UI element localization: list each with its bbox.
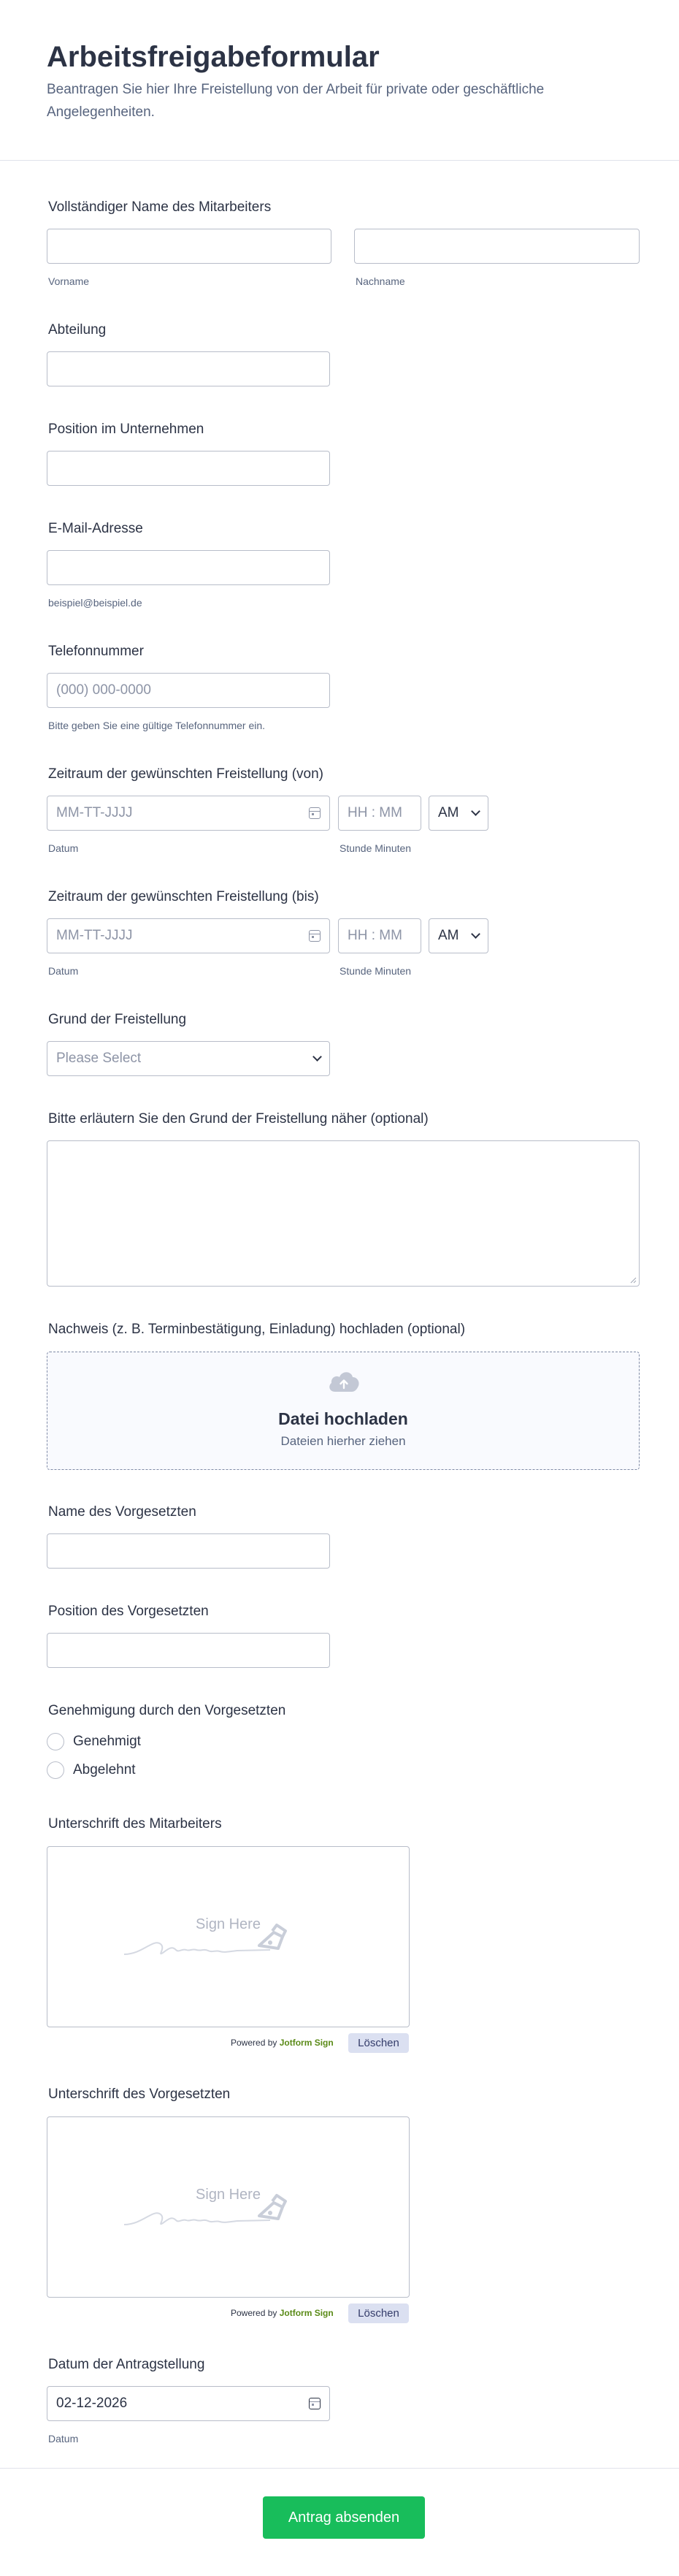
from-date-input[interactable] xyxy=(47,796,330,831)
form-title: Arbeitsfreigabeformular xyxy=(47,41,380,73)
phone-label: Telefonnummer xyxy=(48,644,144,659)
upload-label: Nachweis (z. B. Terminbestätigung, Einladung) hochladen (optional) xyxy=(48,1322,466,1337)
cloud-upload-icon xyxy=(327,1368,361,1393)
sign-here-placeholder: Sign Here xyxy=(196,2187,261,2203)
radio-genehmigt[interactable] xyxy=(47,1733,64,1750)
file-upload-dropzone[interactable] xyxy=(47,1352,640,1470)
from-ampm-value: AM xyxy=(438,805,459,820)
powered-by-jotform-sign xyxy=(231,2038,334,2048)
form-description: Beantragen Sie hier Ihre Freistellung von der Arbeit für private oder geschäftliche Angelegenheiten. xyxy=(47,82,545,120)
chevron-down-icon xyxy=(471,807,480,816)
last-name-sublabel: Nachname xyxy=(356,275,405,287)
department-input[interactable] xyxy=(47,351,330,386)
calendar-icon[interactable] xyxy=(309,930,321,942)
reason-select[interactable] xyxy=(47,1041,330,1076)
employee-signature-pad[interactable] xyxy=(47,1846,410,2027)
signature-scribble-icon xyxy=(120,1916,340,1960)
reason-label: Grund der Freistellung xyxy=(48,1012,187,1027)
clear-signature-button[interactable]: Löschen xyxy=(348,2303,409,2323)
phone-sublabel: Bitte geben Sie eine gültige Telefonnummer ein. xyxy=(48,720,266,731)
resize-handle-icon[interactable] xyxy=(630,1277,637,1284)
from-date-placeholder: MM-TT-JJJJ xyxy=(56,805,133,820)
clear-signature-button[interactable]: Löschen xyxy=(348,2033,409,2053)
request-date-label: Datum der Antragstellung xyxy=(48,2357,205,2372)
to-time-sublabel: Stunde Minuten xyxy=(340,965,412,977)
employee-signature-label: Unterschrift des Mitarbeiters xyxy=(48,1816,222,1832)
to-time-input[interactable]: HH : MM xyxy=(338,918,421,953)
from-date-sublabel: Datum xyxy=(48,842,79,854)
reason-details-label: Bitte erläutern Sie den Grund der Freistellung näher (optional) xyxy=(48,1111,429,1127)
radio-abgelehnt-label[interactable]: Abgelehnt xyxy=(73,1762,136,1777)
email-input[interactable] xyxy=(47,550,330,585)
powered-by-text: Powered by xyxy=(231,2038,277,2048)
calendar-icon[interactable] xyxy=(309,807,321,819)
supervisor-name-label: Name des Vorgesetzten xyxy=(48,1504,196,1520)
last-name-input[interactable] xyxy=(354,229,640,264)
supervisor-position-label: Position des Vorgesetzten xyxy=(48,1604,209,1619)
to-label: Zeitraum der gewünschten Freistellung (bis) xyxy=(48,889,319,904)
to-date-placeholder: MM-TT-JJJJ xyxy=(56,928,133,943)
jotform-sign-brand: Jotform Sign xyxy=(279,2038,334,2048)
from-time-sublabel: Stunde Minuten xyxy=(340,842,412,854)
request-date-input[interactable] xyxy=(47,2386,330,2421)
department-label: Abteilung xyxy=(48,322,107,338)
upload-hint: Dateien hierher ziehen xyxy=(280,1434,406,1448)
request-date-sublabel: Datum xyxy=(48,2433,79,2444)
submit-button[interactable]: Antrag absenden xyxy=(263,2496,425,2539)
approval-label: Genehmigung durch den Vorgesetzten xyxy=(48,1703,286,1718)
sign-here-placeholder: Sign Here xyxy=(196,1916,261,1932)
request-date-value: 02-12-2026 xyxy=(56,2396,128,2411)
to-ampm-select[interactable] xyxy=(429,918,488,953)
supervisor-name-input[interactable] xyxy=(47,1533,330,1569)
supervisor-position-input[interactable] xyxy=(47,1633,330,1668)
reason-placeholder: Please Select xyxy=(56,1051,142,1066)
to-date-sublabel: Datum xyxy=(48,965,79,977)
calendar-icon[interactable] xyxy=(309,2398,321,2409)
radio-genehmigt-label[interactable]: Genehmigt xyxy=(73,1734,141,1749)
jotform-sign-brand: Jotform Sign xyxy=(279,2308,334,2318)
upload-title: Datei hochladen xyxy=(278,1409,408,1428)
powered-by-jotform-sign xyxy=(231,2308,334,2318)
chevron-down-icon xyxy=(312,1052,322,1062)
to-date-input[interactable] xyxy=(47,918,330,953)
position-input[interactable] xyxy=(47,451,330,486)
from-ampm-select[interactable] xyxy=(429,796,488,831)
email-sublabel: beispiel@beispiel.de xyxy=(48,597,142,609)
chevron-down-icon xyxy=(471,929,480,939)
powered-by-text: Powered by xyxy=(231,2308,277,2318)
first-name-input[interactable] xyxy=(47,229,331,264)
radio-abgelehnt[interactable] xyxy=(47,1761,64,1779)
email-label: E-Mail-Adresse xyxy=(48,521,143,536)
first-name-sublabel: Vorname xyxy=(48,275,90,287)
form-header xyxy=(0,0,679,161)
from-time-input[interactable]: HH : MM xyxy=(338,796,421,831)
phone-input[interactable]: (000) 000-0000 xyxy=(47,673,330,708)
from-label: Zeitraum der gewünschten Freistellung (von) xyxy=(48,766,324,782)
reason-details-textarea[interactable] xyxy=(47,1140,640,1287)
to-ampm-value: AM xyxy=(438,928,459,943)
position-label: Position im Unternehmen xyxy=(48,422,204,437)
signature-scribble-icon xyxy=(120,2187,340,2230)
supervisor-signature-label: Unterschrift des Vorgesetzten xyxy=(48,2087,231,2102)
fullname-label: Vollständiger Name des Mitarbeiters xyxy=(48,199,272,215)
supervisor-signature-pad[interactable] xyxy=(47,2116,410,2298)
